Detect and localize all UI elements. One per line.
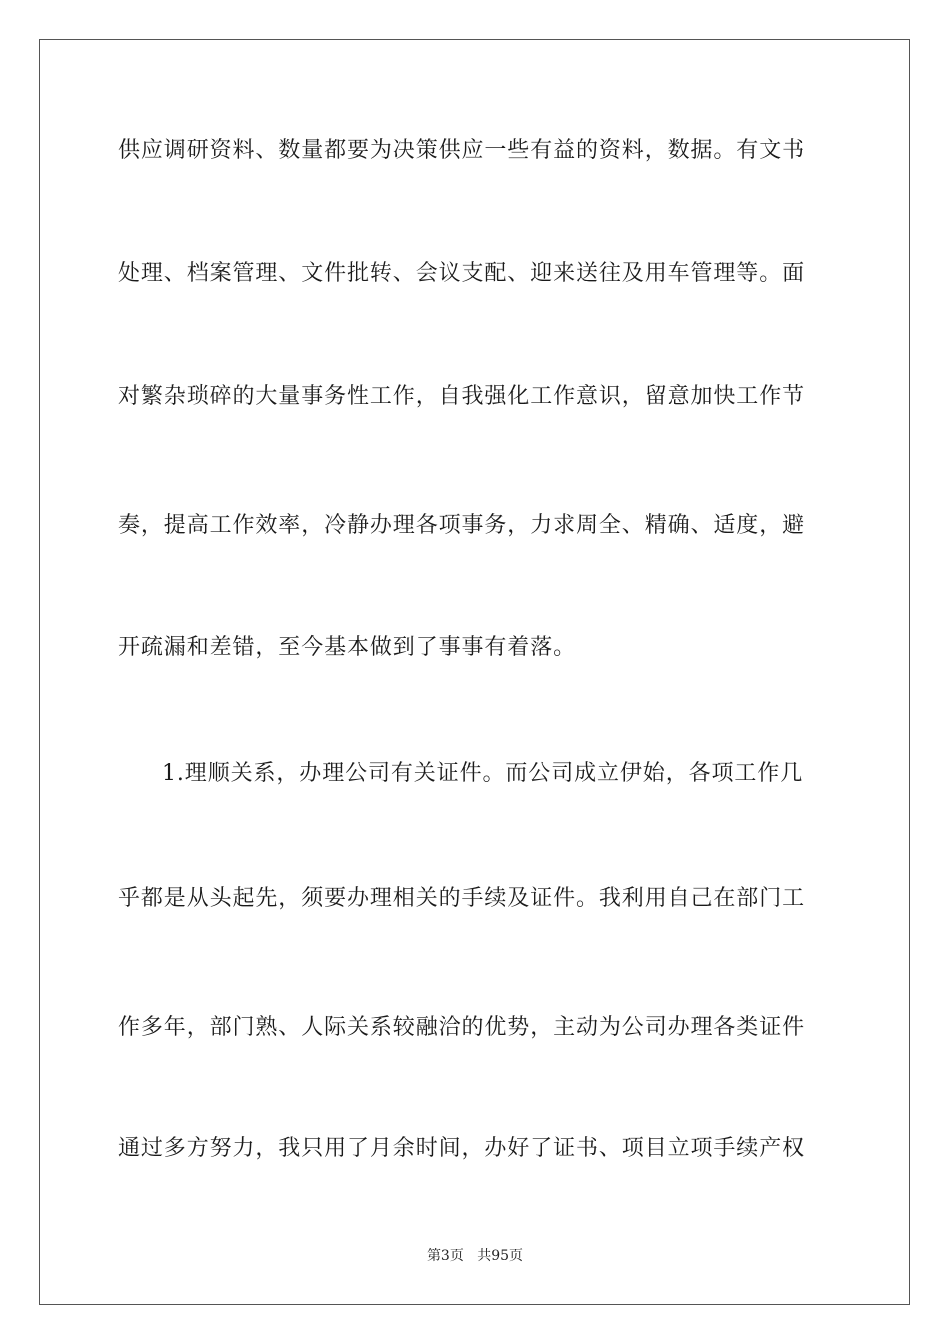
body-text-line: 作多年，部门熟、人际关系较融洽的优势，主动为公司办理各类证件 bbox=[118, 1015, 806, 1040]
body-text-line: 处理、档案管理、文件批转、会议支配、迎来送往及用车管理等。面 bbox=[118, 261, 806, 286]
page-border bbox=[39, 39, 910, 1305]
page-number: 第3页 bbox=[426, 1248, 464, 1264]
paragraph-start-line: 1.理顺关系，办理公司有关证件。而公司成立伊始，各项工作几 bbox=[162, 761, 804, 786]
body-text-line: 乎都是从头起先，须要办理相关的手续及证件。我利用自己在部门工 bbox=[118, 886, 806, 911]
body-text-line: 对繁杂琐碎的大量事务性工作，自我强化工作意识，留意加快工作节 bbox=[118, 384, 806, 409]
page-footer bbox=[0, 1246, 950, 1266]
body-text-line: 奏，提高工作效率，冷静办理各项事务，力求周全、精确、适度，避 bbox=[118, 513, 806, 538]
body-text-line: 开疏漏和差错，至今基本做到了事事有着落。 bbox=[118, 635, 577, 660]
body-text-line: 通过多方努力，我只用了月余时间，办好了证书、项目立项手续产权 bbox=[118, 1136, 806, 1161]
body-text-line: 供应调研资料、数量都要为决策供应一些有益的资料，数据。有文书 bbox=[118, 138, 806, 163]
page-total: 共95页 bbox=[477, 1248, 524, 1264]
